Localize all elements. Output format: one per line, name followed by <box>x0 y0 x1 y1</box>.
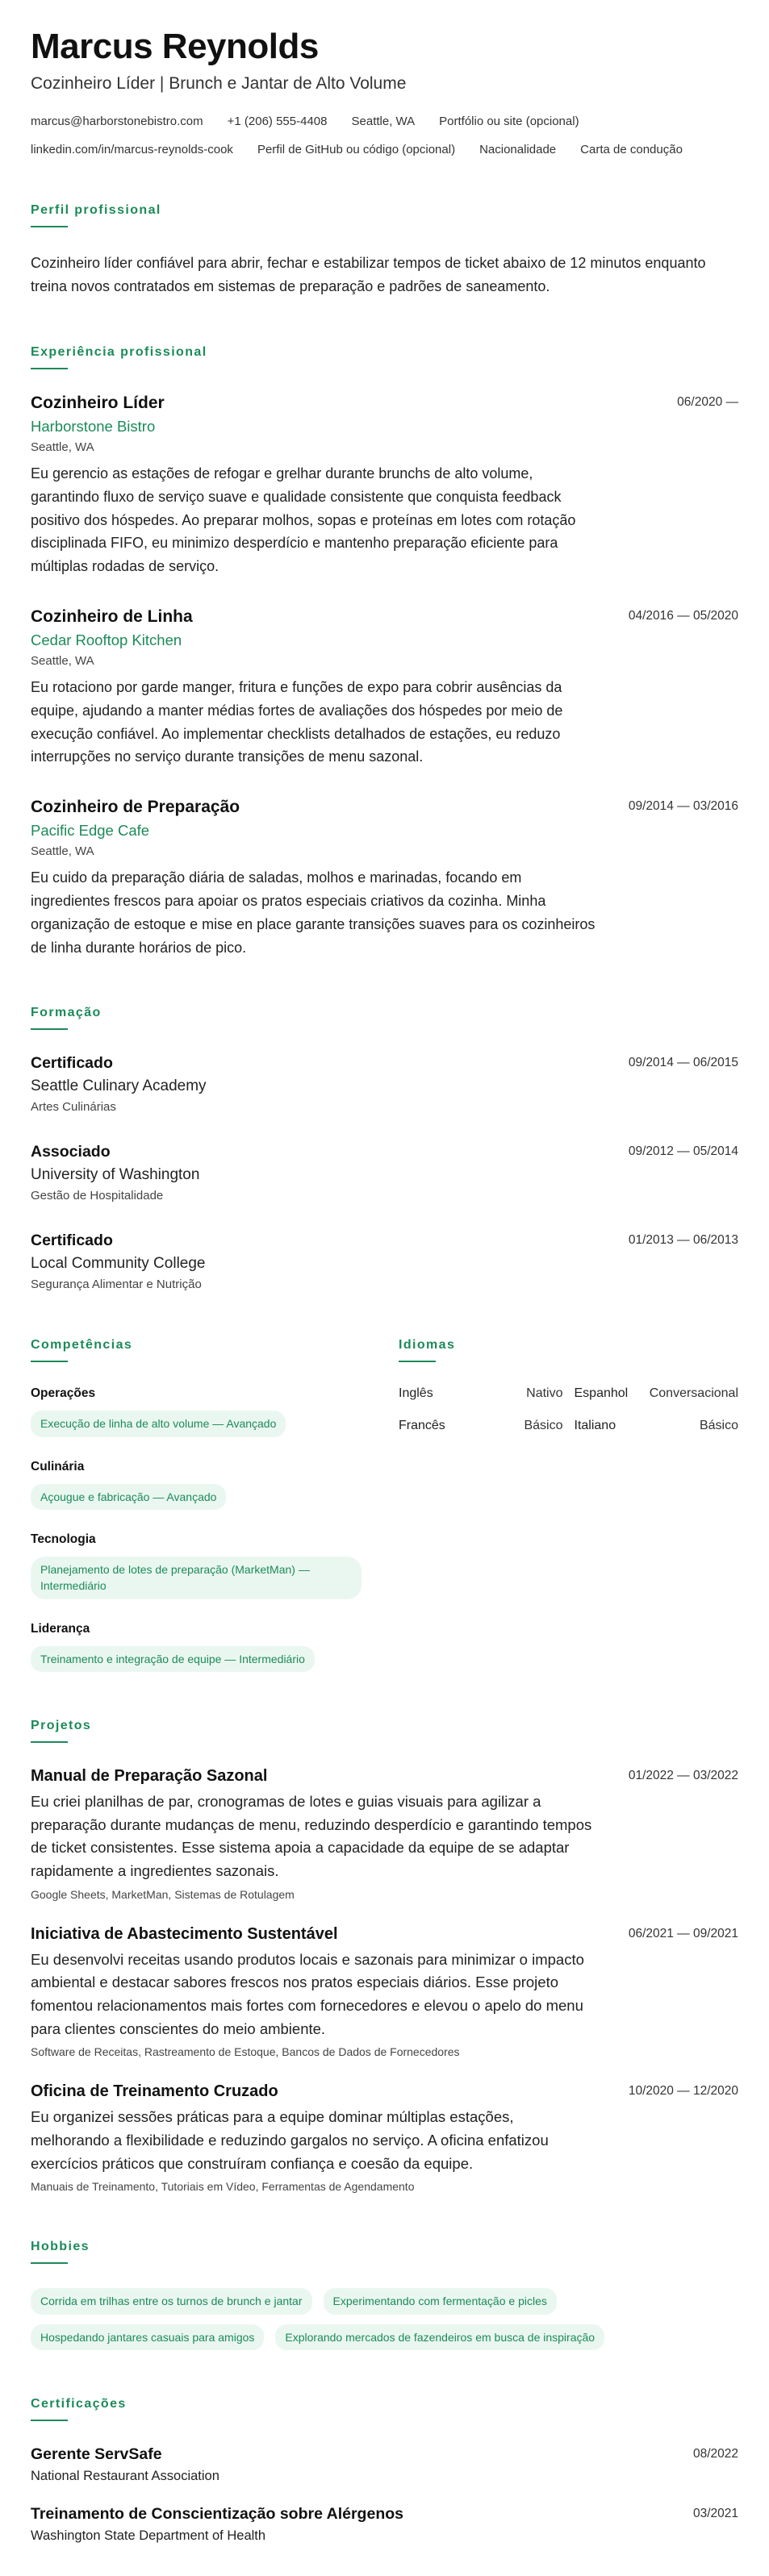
experience-description: Eu rotaciono por garde manger, fritura e funções de expo para cobrir ausências da equipe, ajudando a manter médias fortes de avaliações dos hóspedes por meio de execução confiável. Ao implementar checklists detalhados de estações, eu reduzo interrupções no serviço durante transições de menu sazonal. <box>31 678 563 765</box>
contact-portfolio[interactable]: Portfólio ou site (opcional) <box>439 115 579 129</box>
resume-header <box>31 27 738 156</box>
project-tools: Google Sheets, MarketMan, Sistemas de Rotulagem <box>31 1887 295 1901</box>
project-description: Eu organizei sessões práticas para a equipe dominar múltiplas estações, melhorando a flexibilidade e reduzindo gargalos no serviço. A oficina enfatizou exercícios práticos que construíram confiança e coesão da equipe. <box>31 2108 549 2172</box>
section-divider <box>31 226 68 227</box>
section-title: Certificações <box>31 2396 127 2411</box>
language-name: Francês <box>399 1419 445 1433</box>
section-languages <box>399 1338 738 1671</box>
project-tools: Manuais de Treinamento, Tutoriais em Vídeo, Ferramentas de Agendamento <box>31 2180 415 2194</box>
experience-location: Seattle, WA <box>31 653 94 668</box>
skill-group <box>31 1386 366 1436</box>
section-divider <box>399 1361 436 1362</box>
certification-date: 08/2022 <box>692 2446 738 2461</box>
experience-employer: Pacific Edge Cafe <box>31 822 150 840</box>
skill-category: Tecnologia <box>31 1532 96 1546</box>
section-title: Competências <box>31 1338 133 1353</box>
section-title: Hobbies <box>31 2240 90 2254</box>
experience-title: Cozinheiro Líder <box>31 393 165 412</box>
contact-nationality: Nacionalidade <box>479 143 557 157</box>
skill-tag: Treinamento e integração de equipe — Intermediário <box>31 1646 315 1672</box>
skill-tag: Execução de linha de alto volume — Avançado <box>31 1411 286 1436</box>
experience-date: 04/2016 — 05/2020 <box>628 608 738 623</box>
education-field: Segurança Alimentar e Nutrição <box>31 1278 202 1292</box>
experience-date: 06/2020 — <box>677 394 738 409</box>
language-item <box>575 1386 739 1401</box>
education-item <box>31 1143 738 1203</box>
certification-item <box>31 2505 738 2544</box>
experience-item <box>31 607 738 769</box>
project-tools: Software de Receitas, Rastreamento de Estoque, Bancos de Dados de Fornecedores <box>31 2045 460 2059</box>
section-summary <box>31 203 738 298</box>
education-item <box>31 1232 738 1291</box>
contact-email[interactable]: marcus@harborstonebistro.com <box>31 115 203 129</box>
section-divider <box>31 1361 68 1362</box>
section-title: Idiomas <box>399 1338 456 1353</box>
project-date: 01/2022 — 03/2022 <box>628 1768 738 1782</box>
language-level: Conversacional <box>649 1386 738 1401</box>
language-name: Italiano <box>574 1419 616 1433</box>
language-level: Básico <box>699 1419 738 1433</box>
experience-item <box>31 394 738 578</box>
certification-name: Treinamento de Conscientização sobre Alérgenos <box>31 2504 403 2523</box>
summary-text: Cozinheiro líder confiável para abrir, fechar e estabilizar tempos de ticket abaixo de 12 minutos enquanto treina novos contratados em sistemas de preparação e padrões de saneamento. <box>31 255 706 295</box>
skill-category: Liderança <box>31 1621 90 1636</box>
project-title: Manual de Preparação Sazonal <box>31 1766 268 1785</box>
section-title: Formação <box>31 1006 102 1020</box>
skill-tag: Planejamento de lotes de preparação (MarketMan) — Intermediário <box>31 1557 362 1599</box>
contact-phone[interactable]: +1 (206) 555-4408 <box>227 115 328 129</box>
language-list <box>399 1386 738 1433</box>
section-divider <box>31 368 68 369</box>
skill-group <box>31 1460 366 1510</box>
hobby-tag: Hospedando jantares casuais para amigos <box>31 2324 264 2350</box>
education-date: 01/2013 — 06/2013 <box>628 1233 738 1248</box>
project-item <box>31 1925 738 2059</box>
certification-issuer: Washington State Department of Health <box>31 2528 266 2543</box>
experience-title: Cozinheiro de Linha <box>31 606 193 626</box>
certification-date: 03/2021 <box>692 2506 738 2520</box>
certification-issuer: National Restaurant Association <box>31 2468 219 2483</box>
skill-group <box>31 1622 366 1672</box>
section-skills <box>31 1338 399 1671</box>
education-degree: Certificado <box>31 1232 113 1250</box>
skills-languages-row <box>31 1338 738 1671</box>
experience-description: Eu cuido da preparação diária de saladas, molhos e marinadas, focando em ingredientes frescos para apoiar os pratos especiais criativos da cozinha. Minha organização de estoque e mise en place garante transições suaves para os cozinheiros de linha durante horários de pico. <box>31 869 596 956</box>
hobby-tag: Experimentando com fermentação e picles <box>324 2288 557 2314</box>
section-education <box>31 1006 738 1291</box>
contact-location: Seattle, WA <box>351 115 416 129</box>
skill-tag: Açougue e fabricação — Avançado <box>31 1484 226 1510</box>
certification-item <box>31 2445 738 2484</box>
project-date: 06/2021 — 09/2021 <box>628 1926 738 1940</box>
section-divider <box>31 2420 68 2421</box>
experience-description: Eu gerencio as estações de refogar e grelhar durante brunchs de alto volume, garantindo fluxo de serviço suave e qualidade consistente que conquista feedback positivo dos hóspedes. Ao preparar molhos, sopas e proteínas em lotes com rotação disciplinada FIFO, eu minimizo desperdício e mantenho preparação eficiente para múltiplas rodadas de serviço. <box>31 465 576 575</box>
education-field: Gestão de Hospitalidade <box>31 1189 164 1203</box>
experience-item <box>31 798 738 959</box>
project-title: Iniciativa de Abastecimento Sustentável <box>31 1924 338 1943</box>
education-degree: Associado <box>31 1143 111 1161</box>
section-divider <box>31 1028 68 1030</box>
language-item <box>399 1419 563 1433</box>
language-level: Básico <box>524 1419 563 1433</box>
project-description: Eu desenvolvi receitas usando produtos locais e sazonais para minimizar o impacto ambiental e destacar sabores frescos nos pratos especiais diários. Esse projeto fomentou relacionamentos mais fortes com fornecedores e elevou o apelo do menu para clientes conscientes do meio ambiente. <box>31 1950 584 2037</box>
section-projects <box>31 1719 738 2193</box>
candidate-headline: Cozinheiro Líder | Brunch e Jantar de Alto Volume <box>31 74 407 94</box>
skill-category: Culinária <box>31 1459 85 1473</box>
skill-group <box>31 1532 366 1599</box>
project-item <box>31 2082 738 2193</box>
education-date: 09/2014 — 06/2015 <box>628 1056 738 1070</box>
language-item <box>575 1419 739 1433</box>
candidate-name: Marcus Reynolds <box>31 27 319 66</box>
contact-driving-license: Carta de condução <box>580 143 683 157</box>
skill-category: Operações <box>31 1386 96 1401</box>
education-degree: Certificado <box>31 1054 113 1073</box>
hobby-tag: Explorando mercados de fazendeiros em busca de inspiração <box>275 2324 604 2350</box>
experience-employer: Harborstone Bistro <box>31 417 156 435</box>
language-name: Espanhol <box>574 1386 629 1401</box>
section-hobbies <box>31 2240 738 2350</box>
hobby-tag: Corrida em trilhas entre os turnos de brunch e jantar <box>31 2288 312 2314</box>
education-school: University of Washington <box>31 1166 200 1184</box>
section-certifications <box>31 2397 738 2544</box>
project-title: Oficina de Treinamento Cruzado <box>31 2082 278 2101</box>
language-level: Nativo <box>526 1386 563 1401</box>
certification-name: Gerente ServSafe <box>31 2445 162 2463</box>
experience-date: 09/2014 — 03/2016 <box>628 799 738 814</box>
experience-employer: Cedar Rooftop Kitchen <box>31 631 182 648</box>
section-divider <box>31 2262 68 2264</box>
section-experience <box>31 345 738 959</box>
experience-title: Cozinheiro de Preparação <box>31 798 240 817</box>
education-school: Local Community College <box>31 1255 206 1273</box>
project-item <box>31 1767 738 1901</box>
language-name: Inglês <box>399 1386 433 1401</box>
experience-location: Seattle, WA <box>31 844 94 859</box>
education-field: Artes Culinárias <box>31 1100 116 1115</box>
contact-github[interactable]: Perfil de GitHub ou código (opcional) <box>257 143 456 157</box>
contact-linkedin[interactable]: linkedin.com/in/marcus-reynolds-cook <box>31 143 233 157</box>
section-title: Perfil profissional <box>31 203 161 218</box>
section-title: Projetos <box>31 1718 92 1732</box>
section-divider <box>31 1741 68 1743</box>
hobby-list <box>31 2288 738 2350</box>
education-item <box>31 1054 738 1114</box>
language-item <box>399 1386 563 1401</box>
section-title: Experiência profissional <box>31 344 207 359</box>
contact-list <box>31 115 738 156</box>
education-school: Seattle Culinary Academy <box>31 1078 207 1095</box>
experience-location: Seattle, WA <box>31 440 94 454</box>
project-description: Eu criei planilhas de par, cronogramas de lotes e guias visuais para agilizar a preparação durante mudanças de menu, reduzindo desperdício e garantindo tempos de ticket consistentes. Esse sistema apoia a capacidade da equipe de se adaptar rapidamente a ingredientes sazonais. <box>31 1792 592 1879</box>
project-date: 10/2020 — 12/2020 <box>628 2084 738 2099</box>
education-date: 09/2012 — 05/2014 <box>628 1144 738 1159</box>
